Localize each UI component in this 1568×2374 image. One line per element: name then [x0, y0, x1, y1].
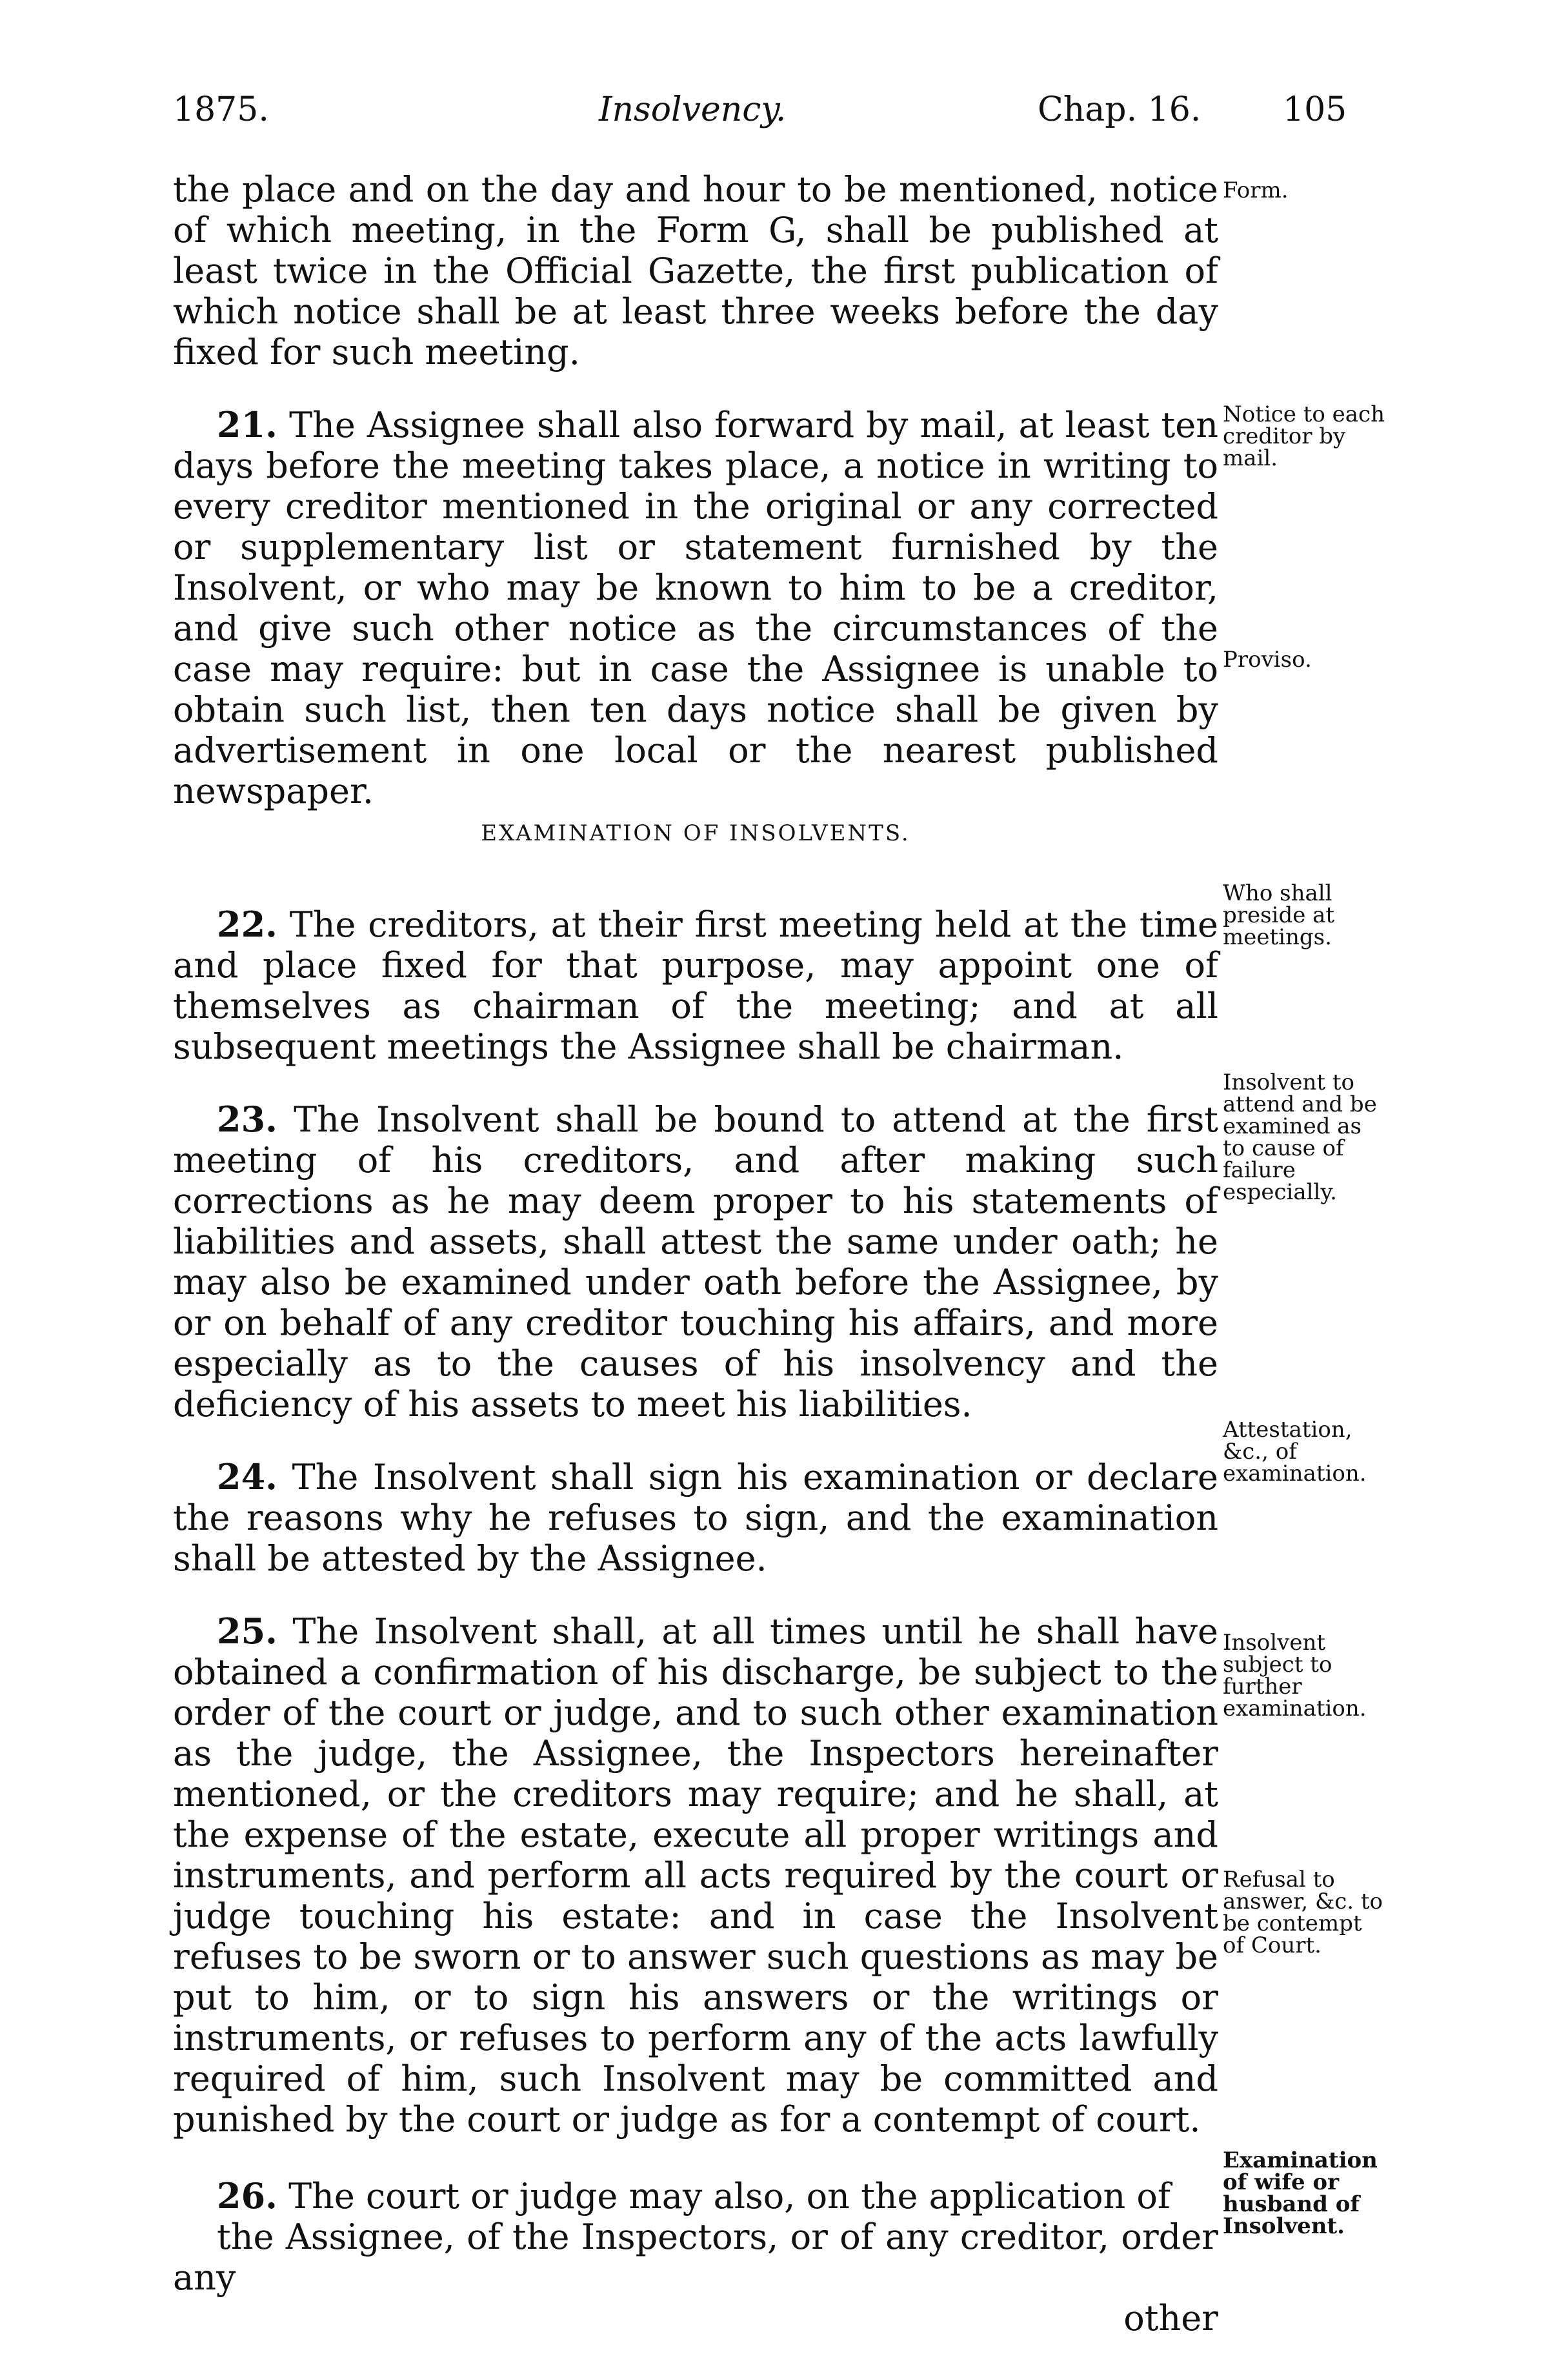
header-title: Insolvency.	[599, 90, 787, 129]
section-text: The court or judge may also, on the application of	[288, 2176, 1171, 2217]
section-text: The Insolvent shall sign his examination or declare the reasons why he refuses to sign, and the examination shall be attested by the Assignee.	[173, 1457, 1218, 1579]
section-number: 23.	[217, 1099, 277, 1140]
margin-note-attestation: Attestation, &c., of examination.	[1223, 1417, 1367, 1486]
margin-note-refusal: Refusal to answer, &c. to be contempt of Court.	[1223, 1867, 1383, 1958]
main-text	[173, 169, 1218, 2338]
section-text: The Insolvent shall be bound to attend at the first meeting of his creditors, and after making such corrections as he may deem proper to his statements of liabilities and assets, shall attest the same under oath; he may also be examined under oath before the Assignee, by or on behalf of any creditor touching his affairs, and more especially as to the causes of his insolvency and the deficiency of his assets to meet his liabilities.	[173, 1099, 1219, 1425]
section-22	[173, 904, 1218, 1067]
section-number: 21.	[217, 404, 277, 445]
section-number: 24.	[217, 1456, 277, 1497]
section-number: 26.	[217, 2175, 277, 2217]
section-text: The creditors, at their first meeting held at the time and place fixed for that purpose, may appoint one of themselves as chairman of the meeting; and at all subsequent meetings the Assignee shall be chairman.	[173, 904, 1218, 1067]
margin-note-wife-husband: Examination of wife or husband of Insolvent.	[1223, 2147, 1378, 2239]
margin-note-preside: Who shall preside at meetings.	[1223, 880, 1335, 950]
margin-note-form: Form.	[1223, 178, 1289, 203]
section-23	[173, 1099, 1218, 1425]
margin-note-further-examination: Insolvent subject to further examination.	[1223, 1630, 1367, 1721]
running-header	[173, 90, 1347, 142]
margin-note-attend: Insolvent to attend and be examined as to cause of failure especially.	[1223, 1070, 1377, 1205]
section-25	[173, 1611, 1218, 2140]
section-number: 25.	[217, 1610, 277, 1652]
header-chapter: Chap. 16.	[1038, 90, 1201, 129]
section-heading: EXAMINATION OF INSOLVENTS.	[481, 820, 910, 846]
section-21	[173, 405, 1218, 811]
margin-note-notice: Notice to each creditor by mail.	[1223, 401, 1385, 471]
section-26-line-2: the Assignee, of the Inspectors, or of any creditor, order any	[173, 2217, 1218, 2298]
section-text: The Assignee shall also forward by mail, at least ten days before the meeting takes place, a notice in writing to every creditor mentioned in the original or any corrected or supplementary list or statement furnished by the Insolvent, or who may be known to him to be a creditor, and give such other notice as the circumstances of the case may require: but in case the Assignee is unable to obtain such list, then ten days notice shall be given by advertisement in one local or the nearest published newspaper.	[173, 405, 1218, 811]
margin-note-proviso: Proviso.	[1223, 647, 1312, 673]
section-text: The Insolvent shall, at all times until he shall have obtained a confirmation of his discharge, be subject to the order of the court or judge, and to such other examination as the judge, the Assignee, the Inspectors hereinafter mentioned, or the creditors may require; and he shall, at the expense of the estate, execute all proper writings and instruments, and perform all acts required by the court or judge touching his estate: and in case the Insolvent refuses to be sworn or to answer such questions as may be put to him, or to sign his answers or the writings or instruments, or refuses to perform any of the acts lawfully required of him, such Insolvent may be committed and punished by the court or judge as for a contempt of court.	[173, 1611, 1218, 2140]
header-page-number: 105	[1283, 90, 1347, 129]
paragraph-continued: the place and on the day and hour to be mentioned, notice of which meeting, in the Form G, shall be published at least twice in the Official Gazette, the first publication of which notice shall be at least three weeks before the day fixed for such meeting.	[173, 169, 1218, 372]
section-26-line-1	[173, 2176, 1218, 2217]
section-24	[173, 1457, 1218, 1579]
header-year: 1875.	[173, 90, 269, 129]
section-26-line-3: other	[1123, 2298, 1218, 2338]
section-number: 22.	[217, 904, 277, 945]
section-26	[173, 2176, 1218, 2338]
